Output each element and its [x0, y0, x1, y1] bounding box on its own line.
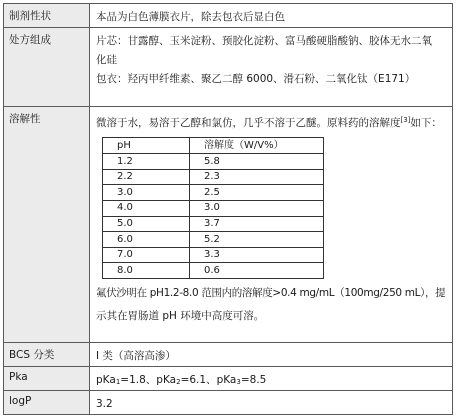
conclusion-line-1: 氟伏沙明在 pH1.2-8.0 范围内的溶解度>0.4 mg/mL（100mg/250 mL），提	[96, 286, 446, 299]
cell-ph: 7.0	[103, 247, 190, 263]
pka1-symbol: pKa	[96, 373, 116, 386]
cell-ph: 1.2	[103, 154, 190, 170]
pka2-index: 2	[176, 377, 181, 386]
header-ph: pH	[103, 138, 190, 154]
reference-mark: [3]	[400, 116, 411, 125]
solubility-intro-tail: 如下：	[410, 117, 442, 130]
cell-solubility: 2.3	[190, 169, 324, 185]
row-logp	[4, 390, 453, 414]
solubility-intro	[96, 111, 446, 130]
cell-ph: 4.0	[103, 201, 190, 217]
row-appearance	[4, 4, 453, 28]
table-row	[103, 232, 324, 248]
value-bcs	[90, 342, 453, 366]
pka3-index: 3	[236, 377, 241, 386]
cell-ph: 2.2	[103, 169, 190, 185]
label-bcs: BCS 分类	[4, 342, 90, 366]
pka1-value: =1.8、	[120, 373, 157, 386]
pka1-index: 1	[115, 377, 121, 386]
cell-ph: 5.0	[103, 216, 190, 232]
bcs-text: I 类（高溶高渗）	[96, 349, 176, 362]
cell-solubility: 2.5	[190, 185, 324, 201]
core-line-1: 片芯：甘露醇、玉米淀粉、预胶化淀粉、富马酸硬脂酸钠、胶体无水二氧	[96, 35, 432, 48]
drug-properties-table	[3, 3, 453, 415]
table-row	[103, 247, 324, 263]
label-formulation: 处方组成	[4, 28, 90, 107]
cell-solubility: 3.0	[190, 201, 324, 217]
cell-solubility: 3.7	[190, 216, 324, 232]
pka2-value: =6.1、	[180, 373, 217, 386]
row-formulation	[4, 28, 453, 107]
cell-solubility: 0.6	[190, 263, 324, 279]
solubility-table	[102, 137, 324, 279]
label-pka: Pka	[4, 366, 90, 390]
cell-ph: 6.0	[103, 232, 190, 248]
value-formulation	[90, 28, 453, 107]
header-solubility: 溶解度（W/V%）	[190, 138, 324, 154]
value-logp	[90, 390, 453, 414]
row-bcs	[4, 342, 453, 366]
label-appearance: 制剂性状	[4, 4, 90, 28]
cell-solubility: 5.2	[190, 232, 324, 248]
table-row	[103, 169, 324, 185]
table-row	[103, 216, 324, 232]
label-logp: logP	[4, 390, 90, 414]
core-line-2: 化硅	[96, 54, 117, 67]
pka-values	[96, 371, 446, 390]
cell-ph: 3.0	[103, 185, 190, 201]
appearance-text: 本品为白色薄膜衣片，除去包衣后显白色	[96, 11, 285, 23]
value-pka	[90, 366, 453, 390]
table-row	[103, 263, 324, 279]
solubility-table-header	[103, 138, 324, 154]
solubility-intro-text: 微溶于水，易溶于乙醇和氯仿，几乎不溶于乙醚。原料药的溶解度	[96, 117, 401, 130]
value-appearance	[90, 4, 453, 28]
cell-solubility: 5.8	[190, 154, 324, 170]
cell-ph: 8.0	[103, 263, 190, 279]
table-row	[103, 154, 324, 170]
logp-text: 3.2	[96, 397, 113, 410]
label-solubility: 溶解性	[4, 107, 90, 343]
value-solubility	[90, 107, 453, 343]
pka2-symbol: pKa	[156, 373, 177, 386]
pka3-value: =8.5	[240, 373, 267, 386]
row-solubility	[4, 107, 453, 343]
table-row	[103, 201, 324, 217]
conclusion-line-2: 示其在胃肠道 pH 环境中高度可溶。	[96, 309, 265, 322]
row-pka	[4, 366, 453, 390]
pka3-symbol: pKa	[216, 373, 237, 386]
table-row	[103, 185, 324, 201]
coat-line: 包衣：羟丙甲纤维素、聚乙二醇 6000、滑石粉、二氧化钛（E171）	[96, 73, 416, 86]
cell-solubility: 3.3	[190, 247, 324, 263]
